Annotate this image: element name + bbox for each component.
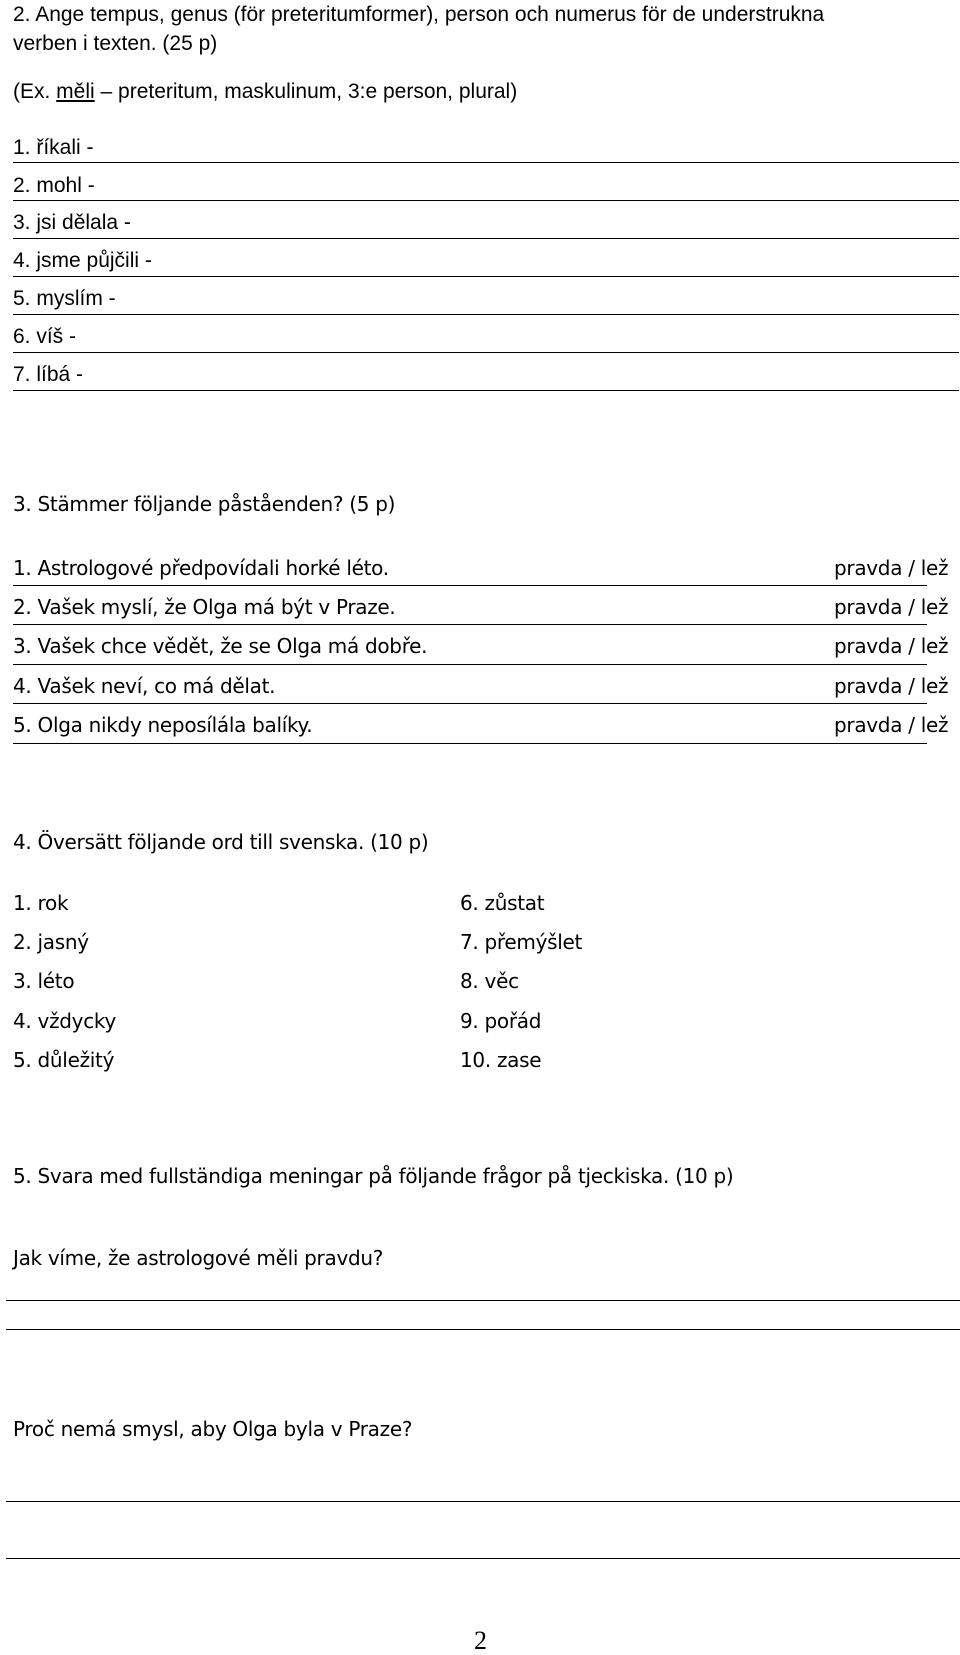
answer-line <box>13 276 959 277</box>
section-2-heading-line2: verben i texten. (25 p) <box>13 32 218 55</box>
true-false-choice: pravda / lež <box>834 713 949 737</box>
statement-text: 3. Vašek chce vědět, že se Olga má dobře. <box>13 634 428 658</box>
section-5-heading: 5. Svara med fullständiga meningar på följande frågor på tjeckiska. (10 p) <box>13 1164 734 1188</box>
statement-line <box>13 664 927 665</box>
section-2-item: 6. víš - <box>13 325 77 348</box>
vocab-item: 1. rok <box>13 891 69 915</box>
question-1: Jak víme, že astrologové měli pravdu? <box>13 1246 384 1270</box>
answer-line <box>13 238 959 239</box>
section-2-item: 2. mohl - <box>13 174 95 197</box>
section-2-heading-line1: 2. Ange tempus, genus (för preteritumformer), person och numerus för de understrukna <box>13 3 825 26</box>
question-2: Proč nemá smysl, aby Olga byla v Praze? <box>13 1417 413 1441</box>
answer-line <box>13 314 959 315</box>
vocab-item: 6. zůstat <box>460 891 545 915</box>
section-2-example <box>13 81 517 102</box>
statement-text: 1. Astrologové předpovídali horké léto. <box>13 556 389 580</box>
answer-line <box>6 1300 960 1301</box>
vocab-item: 10. zase <box>460 1048 542 1072</box>
statement-line <box>13 703 927 704</box>
vocab-item: 2. jasný <box>13 930 89 954</box>
statement-line <box>13 585 927 586</box>
true-false-choice: pravda / lež <box>834 556 949 580</box>
example-verb: měli <box>56 80 95 103</box>
answer-line <box>6 1501 960 1502</box>
answer-line <box>13 200 959 201</box>
statement-text: 2. Vašek myslí, že Olga má být v Praze. <box>13 595 396 619</box>
true-false-choice: pravda / lež <box>834 634 949 658</box>
section-3-heading: 3. Stämmer följande påståenden? (5 p) <box>13 492 396 516</box>
section-4-heading: 4. Översätt följande ord till svenska. (10 p) <box>13 830 429 854</box>
example-open: (Ex. <box>13 80 57 103</box>
statement-text: 4. Vašek neví, co má dělat. <box>13 674 276 698</box>
answer-line <box>13 162 959 163</box>
section-2-item: 3. jsi dělala - <box>13 211 131 234</box>
example-rest: – preteritum, maskulinum, 3:e person, plural) <box>94 80 518 103</box>
page-number: 2 <box>474 1626 487 1655</box>
statement-line <box>13 624 927 625</box>
statement-line <box>13 743 927 744</box>
vocab-item: 3. léto <box>13 969 75 993</box>
section-2-item: 5. myslím - <box>13 287 116 310</box>
vocab-item: 4. vždycky <box>13 1009 117 1033</box>
answer-line <box>6 1558 960 1559</box>
answer-line <box>6 1329 960 1330</box>
true-false-choice: pravda / lež <box>834 674 949 698</box>
section-2-item: 4. jsme půjčili - <box>13 249 152 272</box>
true-false-choice: pravda / lež <box>834 595 949 619</box>
vocab-item: 9. pořád <box>460 1009 542 1033</box>
vocab-item: 8. věc <box>460 969 519 993</box>
vocab-item: 7. přemýšlet <box>460 930 583 954</box>
section-2-item: 7. líbá - <box>13 363 84 386</box>
answer-line <box>13 390 959 391</box>
section-2-item: 1. říkali - <box>13 136 94 159</box>
statement-text: 5. Olga nikdy neposílála balíky. <box>13 713 313 737</box>
answer-line <box>13 352 959 353</box>
vocab-item: 5. důležitý <box>13 1048 115 1072</box>
